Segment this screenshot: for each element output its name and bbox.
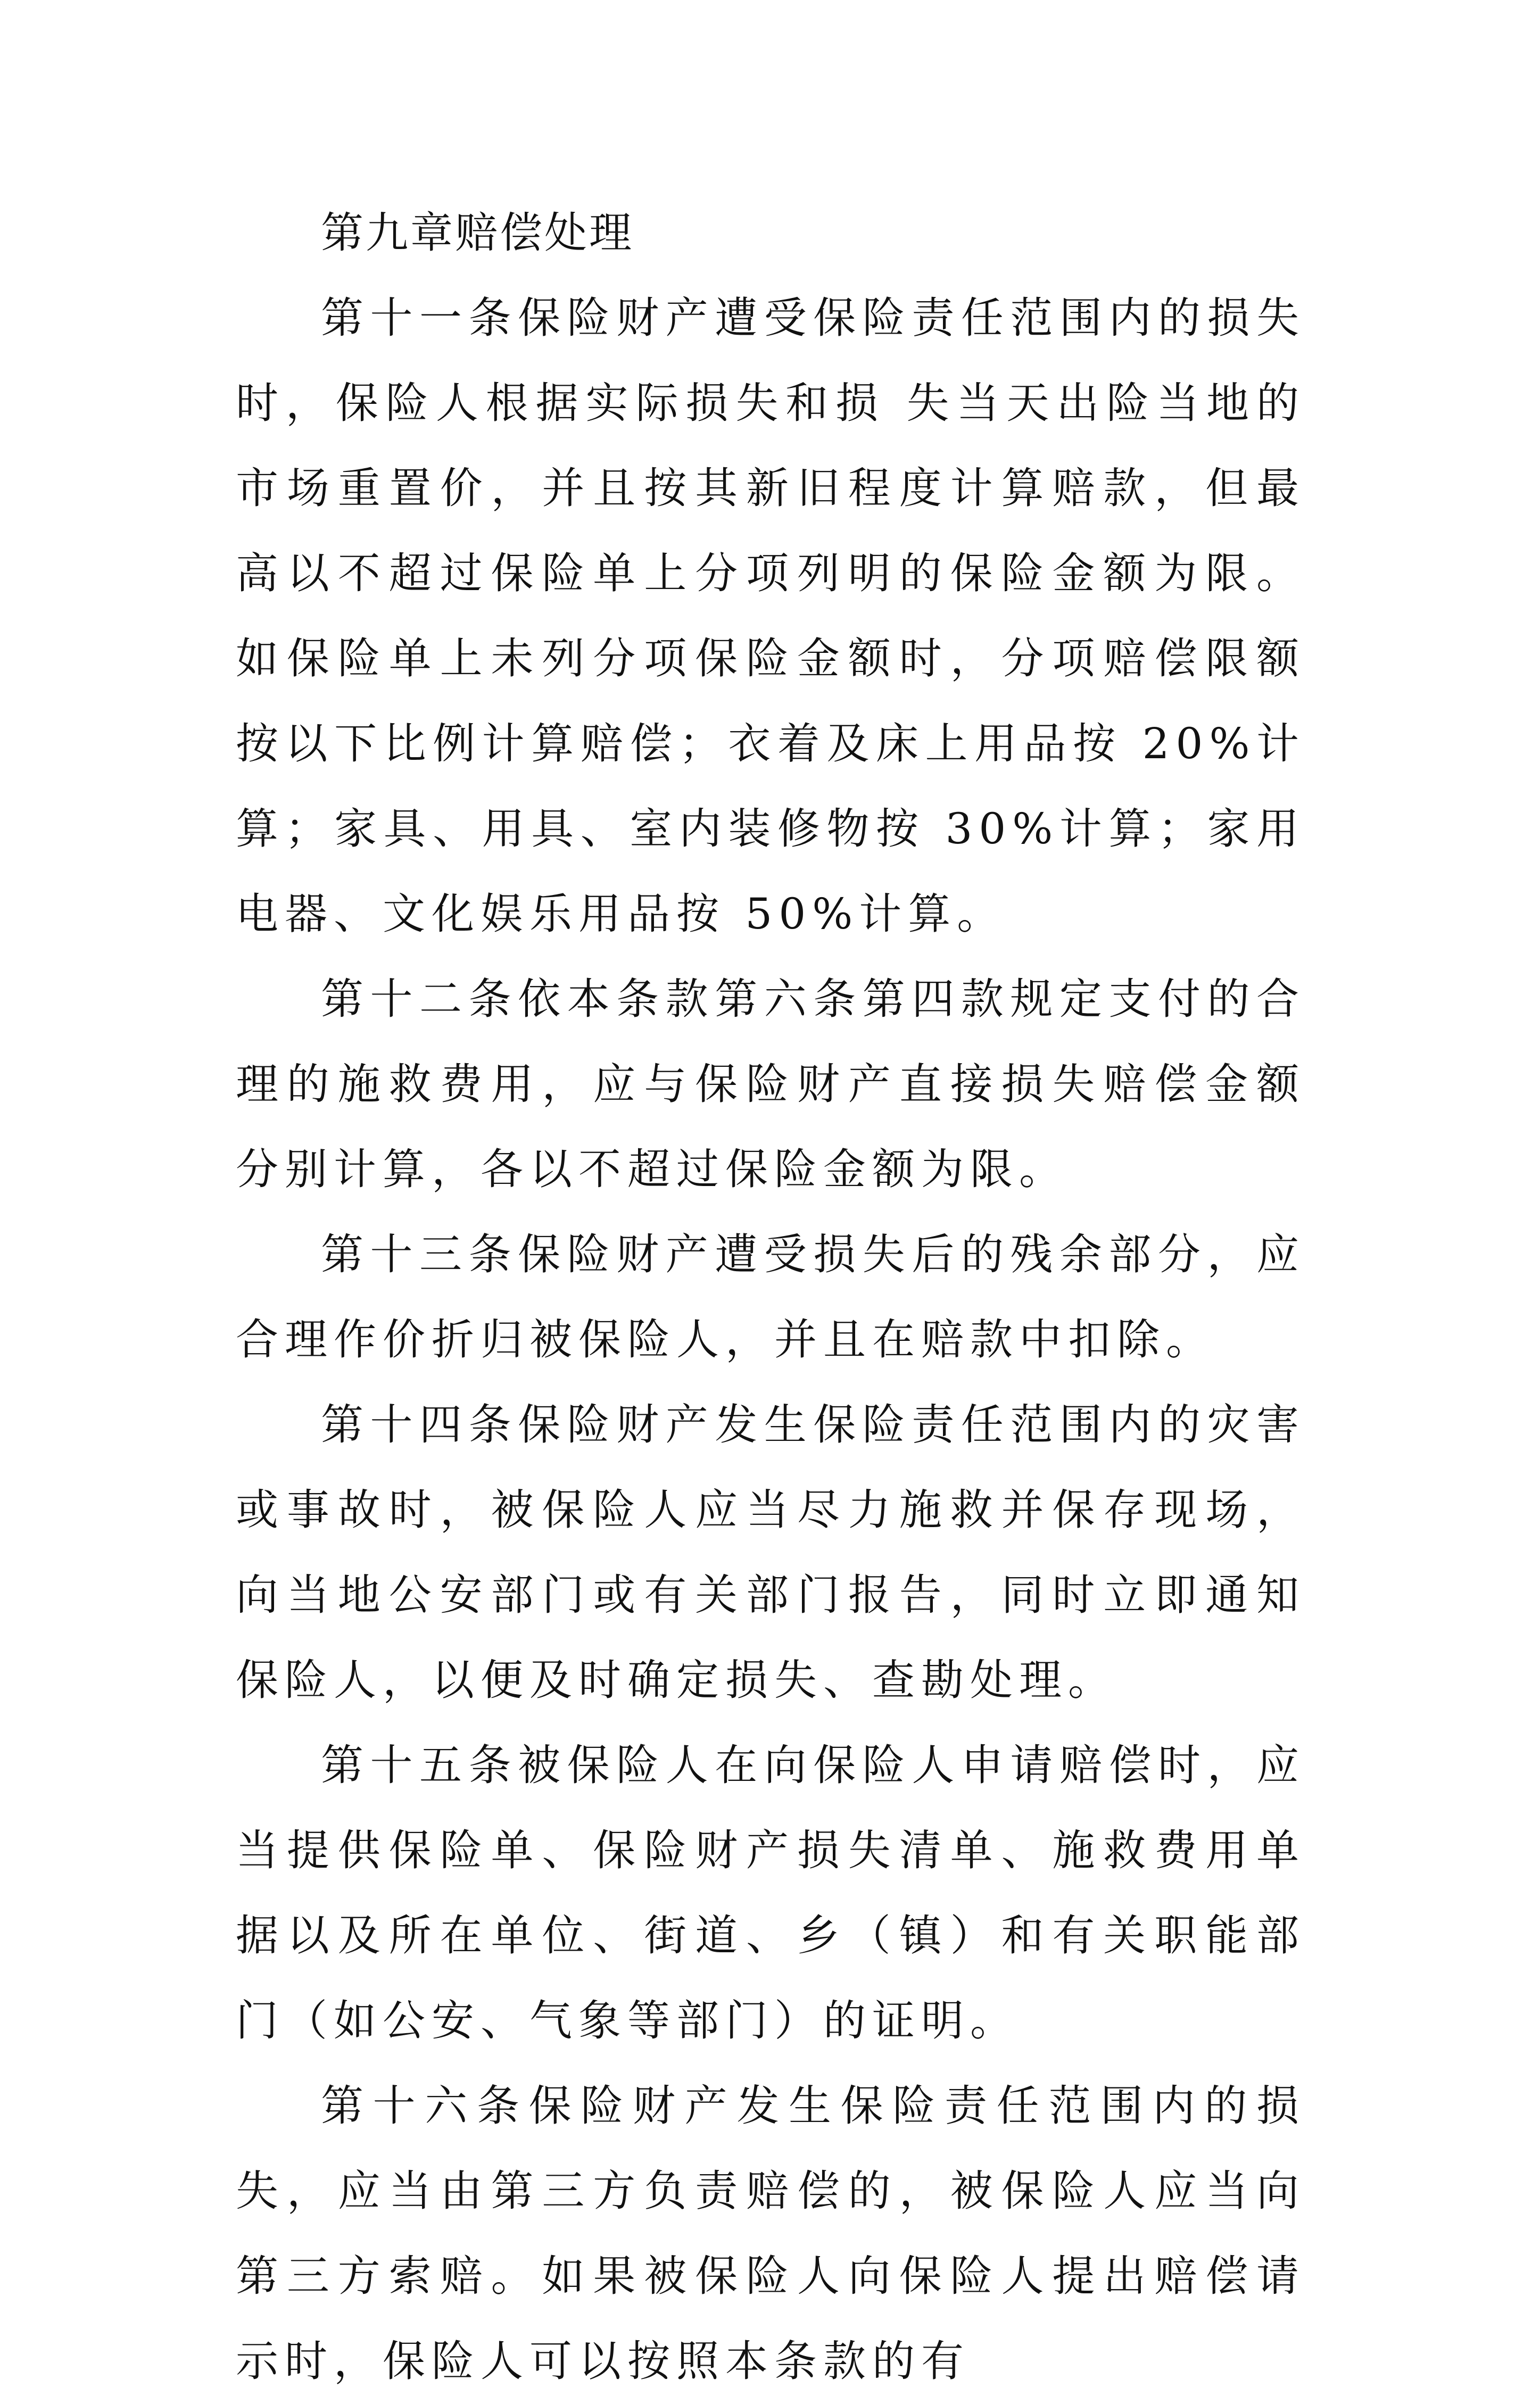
- article-12: 第十二条依本条款第六条第四款规定支付的合理的施救费用，应与保险财产直接损失赔偿金额分别计算，各以不超过保险金额为限。: [236, 974, 1305, 1194]
- article-11: 第十一条保险财产遭受保险责任范围内的损失时，保险人根据实际损失和损 失当天出险当地的市场重置价，并且按其新旧程度计算赔款，但最高以不超过保险单上分项列明的保险金额为限。如保险单上未列分项保险金额时，分项赔偿限额按以下比例计算赔偿；衣着及床上用品按 20%计算；家具、用具、室内装修物按 30%计算；家用电器、文化娱乐用品按 50%计算。: [236, 293, 1305, 939]
- chapter-title: 第九章赔偿处理: [321, 208, 634, 258]
- article-14: 第十四条保险财产发生保险责任范围内的灾害或事故时，被保险人应当尽力施救并保存现场，向当地公安部门或有关部门报告，同时立即通知保险人，以便及时确定损失、查勘处理。: [236, 1400, 1305, 1705]
- article-13: 第十三条保险财产遭受损失后的残余部分，应合理作价折归被保险人，并且在赔款中扣除。: [236, 1230, 1305, 1364]
- document-body: [236, 190, 1305, 2404]
- article-16: 第十六条保险财产发生保险责任范围内的损失，应当由第三方负责赔偿的，被保险人应当向第三方索赔。如果被保险人向保险人提出赔偿请示时，保险人可以按照本条款的有: [236, 2081, 1305, 2386]
- article-15: 第十五条被保险人在向保险人申请赔偿时，应当提供保险单、保险财产损失清单、施救费用单据以及所在单位、街道、乡（镇）和有关职能部门（如公安、气象等部门）的证明。: [236, 1740, 1305, 2045]
